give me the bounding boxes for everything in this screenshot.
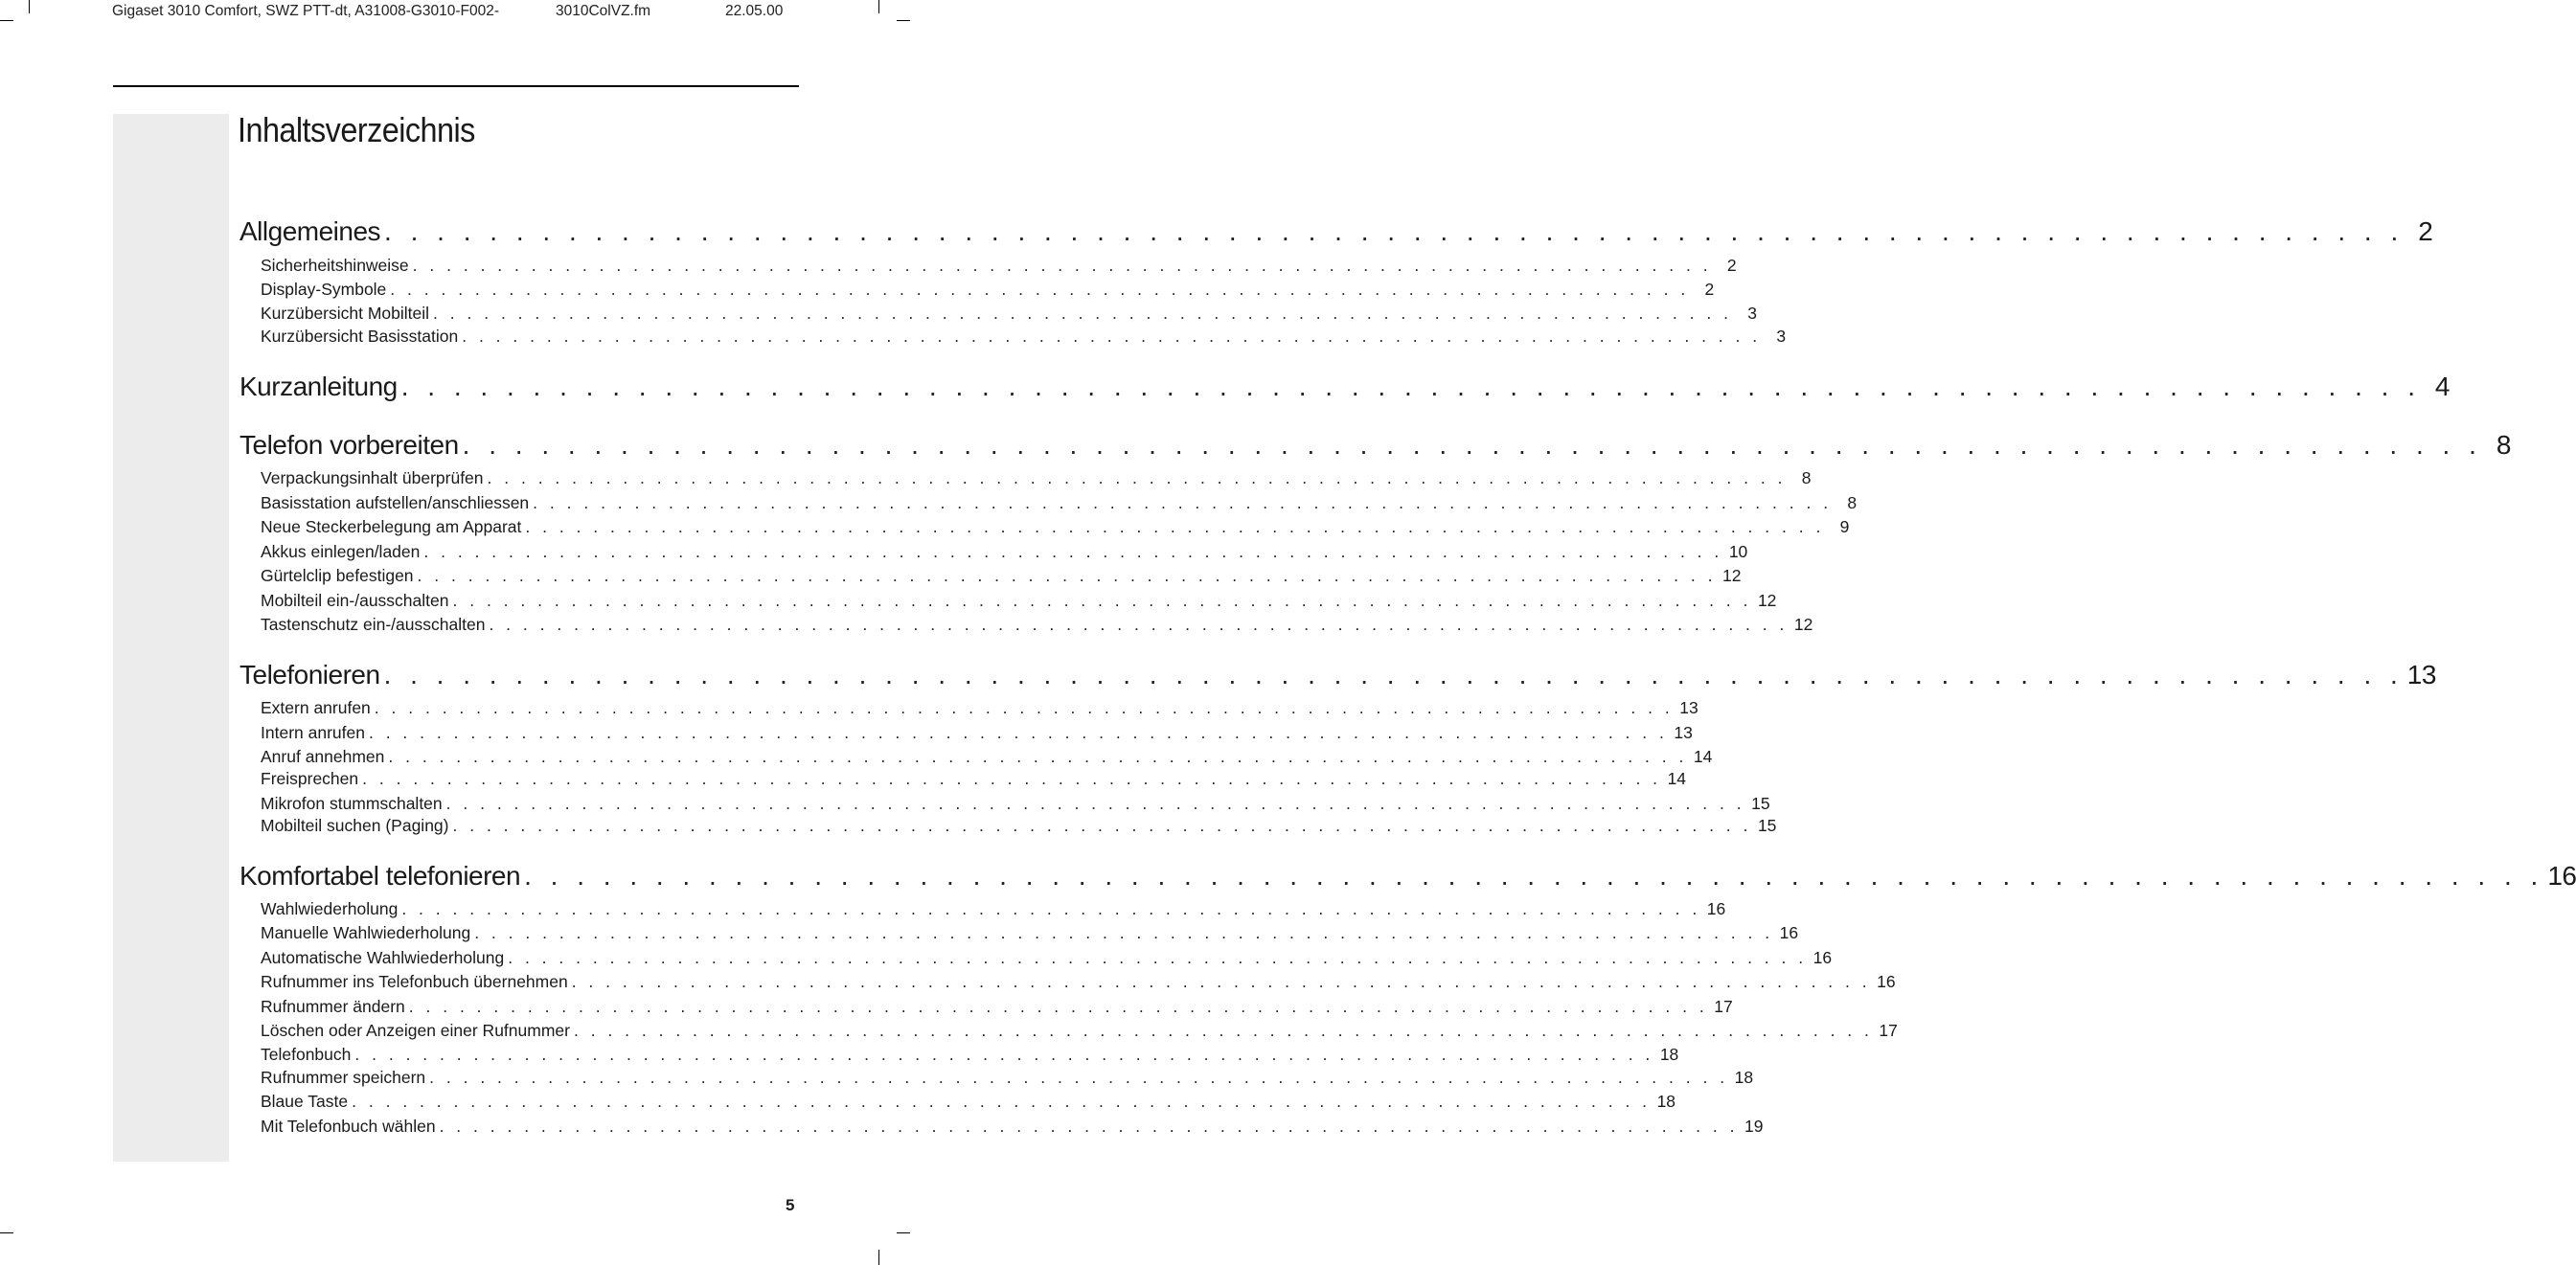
toc-entry[interactable]	[261, 948, 1833, 969]
toc-entry[interactable]	[261, 923, 1799, 944]
dot-leader: . . . . . . . . . . . . . . . . . . . . . . . . . . . . . . . . . . . . . . . . . . . . . . . . . . . . . . . . . . . . . . . . . . . . . . . . . . . . .	[401, 899, 1701, 918]
toc-entry[interactable]	[261, 816, 1777, 837]
toc-entry-label: Telefonbuch	[261, 1045, 352, 1064]
toc-entry-label: Kurzübersicht Basisstation	[261, 327, 459, 346]
toc-entry[interactable]	[261, 972, 1896, 993]
toc-entry-page: 13	[1679, 698, 1698, 717]
dot-leader: . . . . . . . . . . . . . . . . . . . . . . . . . . . . . . . . . . . . . . . . . . . . . . . . . . . . . . . . . . . . . . . . . . . . . . . . . . . . .	[352, 1092, 1652, 1111]
toc-section-title: Komfortabel telefonieren	[239, 861, 521, 891]
dot-leader: . . . . . . . . . . . . . . . . . . . . . . . . . . . . . . . . . . . . . . . . . . . . . . . . . . . . . . . . . . . . . . . . . . . . . . . . . . . . .	[445, 794, 1745, 813]
toc-entry[interactable]	[261, 304, 1757, 325]
dot-leader: . . . . . . . . . . . . . . . . . . . . . . . . . . . . . . . . . . . . . . . . . . . . . . . . . . . . . . . . . . . . . . . . . . . . . . . . . . . . .	[489, 615, 1789, 634]
toc-entry-label: Akkus einlegen/laden	[261, 542, 421, 561]
dot-leader: . . . . . . . . . . . . . . . . . . . . . . . . . . . . . . . . . . . . . . . . . . . . . . . . . . . . . . . . . . . . . . . . . . . . . . . . . . . . .	[508, 948, 1808, 967]
toc-entry-page: 3	[1747, 304, 1757, 323]
dot-leader: . . . . . . . . . . . . . . . . . . . . . . . . . . . . . . . . . . . . . . . . . . . . . . . . . . . . . . . . . . . . . . . . . . . . . . . . . . . . .	[362, 769, 1662, 788]
dot-leader: . . . . . . . . . . . . . . . . . . . . . . . . . . . . . . . . . . . . . . . . . . . . . . . . . . . . . . . . . . . . . . . . . . . . . . . . . . . . .	[354, 1045, 1654, 1064]
toc-entry-label: Sicherheitshinweise	[261, 256, 409, 275]
toc-entry[interactable]	[261, 723, 1693, 744]
toc-entry-label: Rufnummer ändern	[261, 997, 405, 1016]
crop-mark	[0, 20, 13, 21]
crop-mark	[878, 0, 879, 13]
toc-entry-label: Gürtelclip befestigen	[261, 566, 414, 585]
toc-entry-label: Display-Symbole	[261, 280, 387, 299]
toc-entry-label: Basisstation aufstellen/anschliessen	[261, 493, 530, 512]
toc-entry-label: Mobilteil ein-/ausschalten	[261, 591, 449, 610]
dot-leader: . . . . . . . . . . . . . . . . . . . . . . . . . . . . . . . . . . . . . . . . . . . . . . . . . . . . . . . . . . . . . . . . . . . . . . . . . . . . .	[429, 1068, 1729, 1087]
toc-entry[interactable]	[261, 256, 1737, 277]
toc-entry-label: Freisprechen	[261, 769, 359, 788]
toc-entry[interactable]	[261, 1021, 1898, 1042]
toc-entry-label: Automatische Wahlwiederholung	[261, 948, 505, 967]
dot-leader: . . . . . . . . . . . . . . . . . . . . . . . . . . . . . . . . . . . . . . . . . . . . . . . . . . . . . . . . . . . . . . . . . . . . . . . . . . . . .	[439, 1117, 1739, 1136]
dot-leader: . . . . . . . . . . . . . . . . . . . . . . . . . . . . . . . . . . . . . . . . . . . . . . . . . . . . . . . . . . . . . . . . . . . . . . . . . . . . .	[452, 591, 1752, 610]
dot-leader: . . . . . . . . . . . . . . . . . . . . . . . . . . . . . . . . . . . . . . . . . . . . . . . . . . . . . . . . . . . . . . . . . . . . . . . . . . . . .	[533, 493, 1833, 512]
toc-entry[interactable]	[261, 615, 1813, 636]
toc-entry-page: 16	[1812, 948, 1833, 967]
crop-mark	[878, 1250, 879, 1265]
crop-mark	[0, 1232, 13, 1233]
toc-entry-page: 12	[1721, 566, 1742, 585]
toc-entry-label: Verpackungsinhalt überprüfen	[261, 468, 484, 487]
toc-section[interactable]	[239, 216, 2433, 249]
dot-leader: . . . . . . . . . . . . . . . . . . . . . . . . . . . . . . . . . . . . . . . . . . . . . . . . . . . . . . . . . . . . . . . . . . . . . . . . . . . . .	[487, 468, 1787, 487]
dot-leader: . . . . . . . . . . . . . . . . . . . . . . . . . . . . . . . . . . . . . . . . . . . . . . . . . . . . . . . . . . . . . . . . . . . . . . . . . . . . .	[408, 997, 1708, 1016]
toc-entry[interactable]	[261, 566, 1742, 587]
toc-entry-label: Löschen oder Anzeigen einer Rufnummer	[261, 1021, 570, 1040]
toc-entry-label: Mikrofon stummschalten	[261, 794, 443, 813]
toc-section-page: 8	[2496, 430, 2511, 460]
toc-entry-page: 16	[1877, 972, 1896, 991]
dot-leader: . . . . . . . . . . . . . . . . . . . . . . . . . . . . . . . . . . . . . . . . . . . . . . . . . . . . . . . . . . . . . . . . . . . . . . . . . . . . .	[417, 566, 1717, 585]
dot-leader: . . . . . . . . . . . . . . . . . . . . . . . . . . . . . . . . . . . . . . . . . . . . . . . . . . . . . . . . . . . . . . . . . . . . . . . . . . . . .	[390, 280, 1690, 299]
header-doc-info: Gigaset 3010 Comfort, SWZ PTT-dt, A31008-G3010-F002-	[112, 3, 500, 19]
toc-entry-page: 12	[1793, 615, 1813, 634]
toc-entry-label: Tastenschutz ein-/ausschalten	[261, 615, 486, 634]
toc-section-page: 16	[2547, 861, 2576, 891]
toc-section-page: 4	[2434, 372, 2450, 401]
header-date: 22.05.00	[725, 3, 784, 19]
toc-entry-page: 10	[1728, 542, 1748, 561]
toc-entry-page: 17	[1879, 1021, 1898, 1040]
toc-entry[interactable]	[261, 997, 1733, 1018]
toc-entry[interactable]	[261, 794, 1770, 815]
toc-entry-page: 14	[1693, 747, 1713, 766]
dot-leader: . . . . . . . . . . . . . . . . . . . . . . . . . . . . . . . . . . . . . . . . . . . . . . . . . . . . . . . . . . . . . . . . . . . . . . . . . . . . .	[571, 972, 1871, 991]
toc-entry[interactable]	[261, 327, 1787, 348]
toc-entry-page: 15	[1757, 816, 1777, 835]
dot-leader: . . . . . . . . . . . . . . . . . . . . . . . . . . . . . . . . . . . . . . . . . . . . . . . . . . . . . . . . . . . . . . . . . . . . . . . . . . . . .	[388, 747, 1688, 766]
dot-leader: . . . . . . . . . . . . . . . . . . . . . . . . . . . . . . . . . . . . . . . . . . . . . . . . . . . . . . . . . . . . . . . . . . . . . . . . . . . . .	[524, 861, 2544, 891]
toc-entry[interactable]	[261, 1045, 1679, 1066]
toc-entry[interactable]	[261, 747, 1713, 768]
dot-leader: . . . . . . . . . . . . . . . . . . . . . . . . . . . . . . . . . . . . . . . . . . . . . . . . . . . . . . . . . . . . . . . . . . . . . . . . . . . . .	[368, 723, 1668, 742]
toc-entry-page: 19	[1744, 1117, 1764, 1136]
toc-entry-page: 16	[1706, 899, 1726, 918]
toc-entry[interactable]	[261, 542, 1748, 563]
toc-section-title: Kurzanleitung	[239, 372, 398, 401]
page-number: 5	[786, 1196, 795, 1214]
toc-section-title: Allgemeines	[239, 216, 381, 246]
toc-section-page: 13	[2406, 660, 2436, 689]
dot-leader: . . . . . . . . . . . . . . . . . . . . . . . . . . . . . . . . . . . . . . . . . . . . . . . . . . . . . . . . . . . . . . . . . . . . . . . . . . . . .	[383, 660, 2404, 689]
toc-entry-page: 17	[1714, 997, 1733, 1016]
dot-leader: . . . . . . . . . . . . . . . . . . . . . . . . . . . . . . . . . . . . . . . . . . . . . . . . . . . . . . . . . . . . . . . . . . . . . . . . . . . . .	[412, 256, 1712, 275]
toc-entry[interactable]	[261, 280, 1715, 301]
toc-entry-page: 18	[1734, 1068, 1754, 1087]
toc-entry-page: 18	[1659, 1045, 1679, 1064]
toc-entry-page: 9	[1839, 517, 1850, 536]
toc-entry-page: 8	[1847, 493, 1858, 512]
toc-entry[interactable]	[261, 493, 1858, 514]
dot-leader: . . . . . . . . . . . . . . . . . . . . . . . . . . . . . . . . . . . . . . . . . . . . . . . . . . . . . . . . . . . . . . . . . . . . . . . . . . . . .	[433, 304, 1732, 323]
toc-entry[interactable]	[261, 899, 1726, 920]
toc-section[interactable]	[239, 660, 2436, 692]
crop-mark	[897, 1232, 910, 1233]
toc-entry[interactable]	[261, 698, 1698, 719]
toc-entry[interactable]	[261, 769, 1687, 790]
dot-leader: . . . . . . . . . . . . . . . . . . . . . . . . . . . . . . . . . . . . . . . . . . . . . . . . . . . . . . . . . . . . . . . . . . . . . . . . . . . . .	[400, 372, 2421, 401]
toc-entry-page: 18	[1656, 1092, 1676, 1111]
toc-entry-page: 14	[1667, 769, 1687, 788]
dot-leader: . . . . . . . . . . . . . . . . . . . . . . . . . . . . . . . . . . . . . . . . . . . . . . . . . . . . . . . . . . . . . . . . . . . . . . . . . . . . .	[474, 923, 1774, 942]
toc-entry-label: Intern anrufen	[261, 723, 365, 742]
toc-entry-label: Blaue Taste	[261, 1092, 349, 1111]
toc-entry-page: 2	[1704, 280, 1715, 299]
toc-entry-page: 8	[1801, 468, 1812, 487]
toc-entry-label: Wahlwiederholung	[261, 899, 399, 918]
toc-section-page: 2	[2418, 216, 2433, 246]
toc-entry-label: Kurzübersicht Mobilteil	[261, 304, 430, 323]
toc-section[interactable]	[239, 861, 2576, 893]
header-file-name: 3010ColVZ.fm	[556, 3, 651, 19]
toc-entry-label: Mit Telefonbuch wählen	[261, 1117, 436, 1136]
toc-section-title: Telefonieren	[239, 660, 380, 689]
dot-leader: . . . . . . . . . . . . . . . . . . . . . . . . . . . . . . . . . . . . . . . . . . . . . . . . . . . . . . . . . . . . . . . . . . . . . . . . . . . . .	[452, 816, 1752, 835]
toc-entry[interactable]	[261, 1068, 1754, 1089]
crop-mark	[897, 20, 910, 21]
toc-entry[interactable]	[261, 1117, 1764, 1138]
header-rule	[113, 85, 799, 87]
toc-entry-page: 13	[1674, 723, 1693, 742]
dot-leader: . . . . . . . . . . . . . . . . . . . . . . . . . . . . . . . . . . . . . . . . . . . . . . . . . . . . . . . . . . . . . . . . . . . . . . . . . . . . .	[374, 698, 1674, 717]
page-title: Inhaltsverzeichnis	[238, 110, 475, 149]
dot-leader: . . . . . . . . . . . . . . . . . . . . . . . . . . . . . . . . . . . . . . . . . . . . . . . . . . . . . . . . . . . . . . . . . . . . . . . . . . . . .	[462, 327, 1762, 346]
toc-section-title: Telefon vorbereiten	[239, 430, 459, 460]
dot-leader: . . . . . . . . . . . . . . . . . . . . . . . . . . . . . . . . . . . . . . . . . . . . . . . . . . . . . . . . . . . . . . . . . . . . . . . . . . . . .	[423, 542, 1723, 561]
toc-entry-label: Neue Steckerbelegung am Apparat	[261, 517, 522, 536]
margin-bar	[113, 114, 229, 1162]
toc-entry-label: Extern anrufen	[261, 698, 371, 717]
toc-section[interactable]	[239, 430, 2511, 463]
toc-entry-page: 12	[1757, 591, 1777, 610]
crop-mark	[29, 0, 30, 13]
dot-leader: . . . . . . . . . . . . . . . . . . . . . . . . . . . . . . . . . . . . . . . . . . . . . . . . . . . . . . . . . . . . . . . . . . . . . . . . . . . . .	[384, 216, 2405, 246]
dot-leader: . . . . . . . . . . . . . . . . . . . . . . . . . . . . . . . . . . . . . . . . . . . . . . . . . . . . . . . . . . . . . . . . . . . . . . . . . . . . .	[573, 1021, 1873, 1040]
dot-leader: . . . . . . . . . . . . . . . . . . . . . . . . . . . . . . . . . . . . . . . . . . . . . . . . . . . . . . . . . . . . . . . . . . . . . . . . . . . . .	[462, 430, 2482, 460]
dot-leader: . . . . . . . . . . . . . . . . . . . . . . . . . . . . . . . . . . . . . . . . . . . . . . . . . . . . . . . . . . . . . . . . . . . . . . . . . . . . .	[525, 517, 1825, 536]
toc-entry[interactable]	[261, 517, 1850, 538]
toc-entry-label: Rufnummer speichern	[261, 1068, 426, 1087]
toc-entry[interactable]	[261, 468, 1812, 489]
toc-entry-page: 15	[1751, 794, 1770, 813]
toc-entry-label: Rufnummer ins Telefonbuch übernehmen	[261, 972, 568, 991]
toc-entry-label: Anruf annehmen	[261, 747, 385, 766]
toc-section[interactable]	[239, 372, 2450, 404]
toc-entry[interactable]	[261, 1092, 1676, 1113]
toc-entry-label: Mobilteil suchen (Paging)	[261, 816, 449, 835]
toc-entry-page: 3	[1776, 327, 1787, 346]
toc-entry-page: 2	[1726, 256, 1737, 275]
toc-entry-page: 16	[1779, 923, 1799, 942]
toc-entry[interactable]	[261, 591, 1777, 612]
toc-entry-label: Manuelle Wahlwiederholung	[261, 923, 471, 942]
